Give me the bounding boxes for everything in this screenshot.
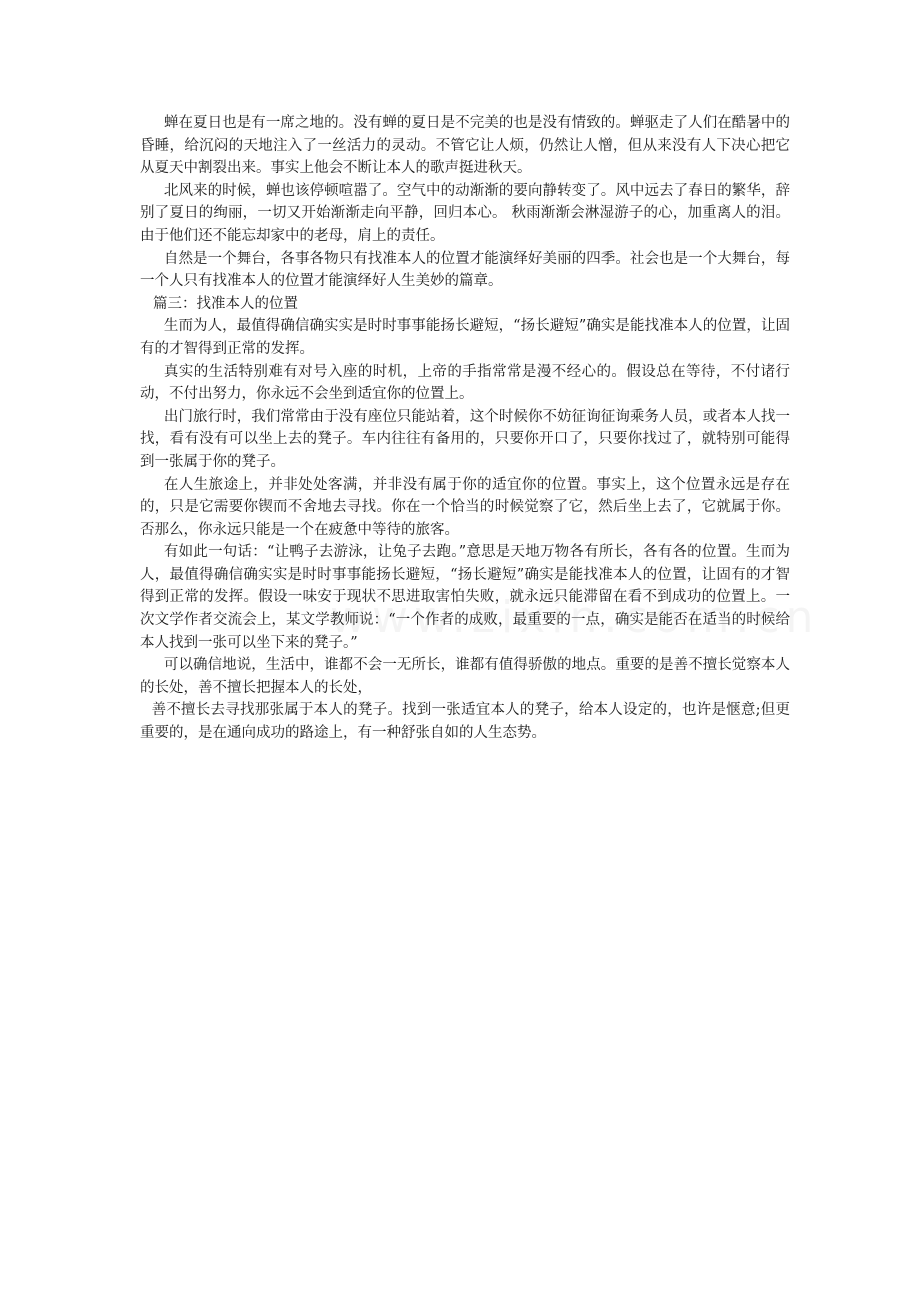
paragraph-north-wind: 北风来的时候，蝉也该停顿喧嚣了。空气中的动渐渐的要向静转变了。风中远去了春日的繁华，辞别了夏日的绚丽，一切又开始渐渐走向平静，回归本心。 秋雨渐渐会淋湿游子的心，加重离人的泪。由于他们还不能忘却家中的老母，肩上的责任。 (140, 182, 790, 244)
paragraph-cicada-summer: 蝉在夏日也是有一席之地的。没有蝉的夏日是不完美的也是没有情致的。蝉驱走了人们在酷暑中的昏睡，给沉闷的天地注入了一丝活力的灵动。不管它让人烦，仍然让人憎，但从来没有人下决心把它从夏天中割裂出来。事实上他会不断让本人的歌声挺进秋天。 (140, 115, 790, 177)
paragraph-travel: 出门旅行时，我们常常由于没有座位只能站着，这个时候你不妨征询征询乘务人员，或者本人找一找，看有没有可以坐上去的凳子。车内往往有备用的，只要你开口了，只要你找过了，就特别可能得到一张属于你的凳子。 (140, 408, 790, 470)
paragraph-real-life: 真实的生活特别难有对号入座的时机，上帝的手指常常是漫不经心的。假设总在等待，不付诸行动，不付出努力，你永远不会坐到适宜你的位置上。 (140, 363, 790, 403)
paragraph-duck-rabbit: 有如此一句话：“让鸭子去游泳，让兔子去跑。”意思是天地万物各有所长，各有各的位置。生而为人，最值得确信确实实是时时事事能扬长避短，“扬长避短”确实是能找准本人的位置，让固有的才智得到正常的发挥。假设一味安于现状不思进取害怕失败，就永远只能滞留在看不到成功的位置上。一次文学作者交流会上，某文学教师说：“一个作者的成败，最重要的一点，确实是能否在适当的时候给本人找到一张可以坐下来的凳子。” (140, 544, 790, 651)
paragraph-nature-stage: 自然是一个舞台，各事各物只有找准本人的位置才能演绎好美丽的四季。社会也是一个大舞台，每一个人只有找准本人的位置才能演绎好人生美妙的篇章。 (140, 250, 790, 290)
document-body (140, 112, 790, 745)
paragraph-born-human: 生而为人，最值得确信确实实是时时事事能扬长避短，“扬长避短”确实是能找准本人的位置，让固有的才智得到正常的发挥。 (140, 318, 790, 357)
paragraph-everyone-strengths: 可以确信地说，生活中，谁都不会一无所长，谁都有值得骄傲的地点。重要的是善不擅长觉察本人的长处，善不擅长把握本人的长处， (140, 657, 790, 696)
paragraph-life-journey: 在人生旅途上，并非处处客满，并非没有属于你的适宜你的位置。事实上，这个位置永远是存在的，只是它需要你锲而不舍地去寻找。你在一个恰当的时候觉察了它，然后坐上去了，它就属于你。否那么，你永远只能是一个在疲惫中等待的旅客。 (140, 476, 790, 538)
paragraph-find-stool: 善不擅长去寻找那张属于本人的凳子。找到一张适宜本人的凳子，给本人设定的，也许是惬意;但更重要的，是在通向成功的路途上，有一种舒张自如的人生态势。 (140, 702, 790, 742)
section-heading: 篇三：找准本人的位置 (153, 295, 299, 312)
